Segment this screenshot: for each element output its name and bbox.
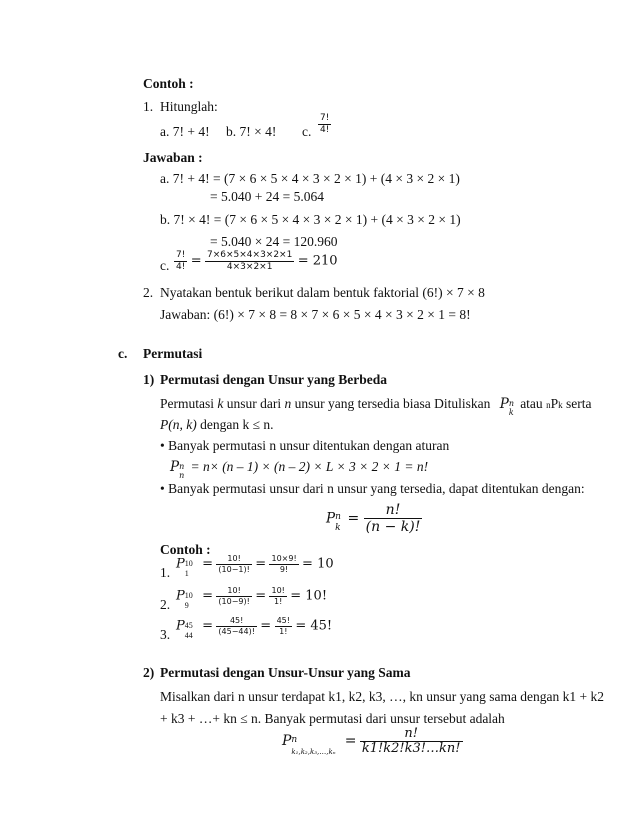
item-1-number: 1. [143,99,154,114]
question-a: a. 7! + 4! [160,124,210,139]
frac-num: 45! [276,616,290,625]
frac-den: (10−9)! [218,596,250,606]
frac-num: 10! [216,555,251,565]
answer-b-line2: = 5.040 × 24 = 120.960 [210,234,338,249]
answer-a-line1: a. 7! + 4! = (7 × 6 × 5 × 4 × 3 × 2 × 1) + (4 × 3 × 2 × 1) [160,171,460,186]
paragraph-2-line2: + k3 + …+ kn ≤ n. Banyak permutasi dari unsur tersebut adalah [160,711,505,726]
text: P [550,396,559,411]
bullet-2: • Banyak permutasi unsur dari n unsur yang tersedia, dapat ditentukan dengan: [160,481,585,496]
frac-den: 1! [274,596,283,606]
bullet-1: • Banyak permutasi n unsur ditentukan dengan aturan [160,438,450,453]
answer-c-math: $\frac{7!}{4!}$ = $\frac{7\times 6\times 5\times 4\times 3\times 2\times 1}{4\times 3\times 2\times 1}$ = 210 [176,250,338,272]
answer-b-line1: b. 7! × 4! = (7 × 6 × 5 × 4 × 3 × 2 × 1) + (4 × 3 × 2 × 1) [160,212,461,227]
example-1-math: P 10 1 = $\frac{10!}{(10-1)!}$ = $\frac{10\times 9!}{9!}$ = 10 [176,554,334,578]
frac-num: 7! [176,250,186,260]
frac-num: 10! [216,587,251,597]
frac-den: k1!k2!k3!…kn! [361,741,461,757]
example-3-result: = 45! [295,618,333,634]
text: = n× (n – 1) × (n – 2) × L × 3 × 2 × 1 = n! [190,459,429,474]
subsection-2-title: Permutasi dengan Unsur-Unsur yang Sama [160,665,411,680]
example-3-math: P 45 44 = $\frac{45!}{(45-44)!}$ = $\frac{45!}{1!}$ = 45! [176,616,333,640]
answer-c-frac1 [174,251,187,272]
text: unsur dari [226,396,282,411]
subsection-2-number: 2) [143,665,155,680]
frac-den: (10−1)! [218,564,250,574]
formula-2: P n k = $\frac{n!}{(n - k)!}$ [326,502,421,536]
text: atau [520,396,543,411]
item-1-text: Hitunglah: [160,99,218,114]
frac-den: 4×3×2×1 [226,261,273,272]
formula-3: P n k₁,k₂,k₃,…,kₙ = $\frac{n!}{k1!k2!k3!\dots kn!}$ [282,726,461,757]
paragraph-1-line2 [160,417,274,433]
item-2-answer: Jawaban: (6!) × 7 × 8 = 8 × 7 × 6 × 5 × 4 × 3 × 2 × 1 = 8! [160,307,471,322]
frac-den: 1! [279,626,288,636]
frac-num: n! [360,727,463,742]
frac-num: 7×6×5×4×3×2×1 [207,250,293,260]
frac-num: 45! [216,617,257,627]
subsection-1-number: 1) [143,372,155,387]
text: serta [565,396,592,411]
section-c-label: c. [118,346,128,361]
frac-den: 9! [279,564,289,574]
example-2-number: 2. [160,597,171,612]
subsection-1-title: Permutasi dengan Unsur yang Berbeda [160,372,388,387]
frac-num: 7! [320,113,330,123]
var-n: n [284,396,292,411]
jawaban-heading: Jawaban : [143,150,203,165]
question-c-fraction [318,114,331,135]
example-1-number: 1. [160,565,171,580]
section-c-title: Permutasi [143,346,203,361]
frac-den: (n − k)! [365,519,421,536]
answer-c-label: c. [160,258,170,273]
answer-a-line2: = 5.040 + 24 = 5.064 [210,189,324,204]
text: unsur yang tersedia biasa Dituliskan [294,396,491,411]
contoh-2-heading: Contoh : [160,542,211,557]
frac-num: 10×9! [271,554,297,563]
example-2-math: P 10 9 = $\frac{10!}{(10-9)!}$ = $\frac{10!}{1!}$ = 10! [176,586,328,610]
answer-c-result: = 210 [297,253,338,269]
paragraph-2-line1: Misalkan dari n unsur terdapat k1, k2, k3, …, kn unsur yang sama dengan k1 + k2 [160,689,605,704]
contoh-heading: Contoh : [143,76,194,91]
frac-den: 4! [176,261,186,272]
text: dengan k ≤ n. [200,417,274,432]
formula-1: P n n = n× (n – 1) × (n – 2) × L × 3 × 2 × 1 = n! [170,459,429,480]
text: P(n, k) [160,417,197,432]
var-k: k [217,396,224,411]
frac-num: 10! [271,586,285,595]
question-c-label: c. [302,124,312,139]
question-b: b. 7! × 4! [226,124,277,139]
item-2-text: Nyatakan bentuk berikut dalam bentuk faktorial (6!) × 7 × 8 [160,285,485,300]
item-2-number: 2. [143,285,154,300]
frac-den: (45−44)! [218,626,255,636]
example-1-result: = 10 [302,556,334,572]
text: Permutasi [160,396,214,411]
frac-num: n! [364,503,423,519]
example-2-result: = 10! [290,588,328,604]
example-3-number: 3. [160,627,171,642]
frac-den: 4! [320,124,330,135]
paragraph-1-line1: Permutasi k unsur dari n unsur yang tersedia biasa Dituliskan P n k atau nPk serta [160,396,592,417]
answer-c-frac2 [205,251,294,272]
